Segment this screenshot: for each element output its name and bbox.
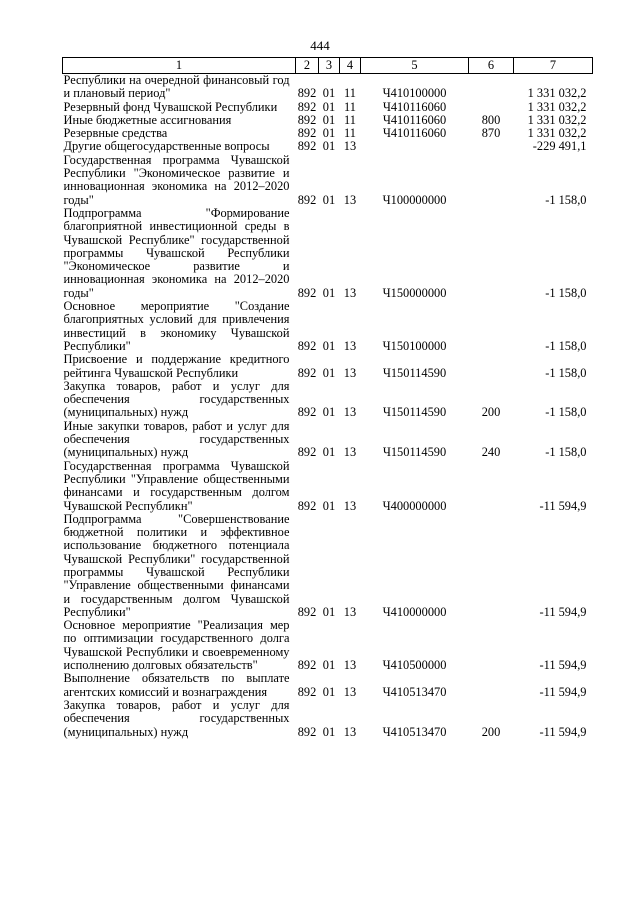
row-subsection: 13 xyxy=(343,498,357,513)
row-name: Подпрограмма "Совершенствование бюджетной политики и эффективное использование бюджетного потенциала Чувашской Республики" государственной программы Чувашской Республики "Управление общественными финансами и государственным долгом Чувашской Республики" xyxy=(63,511,290,619)
row-name: Резервные средства xyxy=(63,126,168,141)
row-expense-type xyxy=(469,353,514,380)
table-row xyxy=(63,513,593,619)
row-code: 892 xyxy=(297,139,317,154)
table-row xyxy=(63,672,593,699)
page-number: 444 xyxy=(310,38,330,53)
row-subsection: 13 xyxy=(343,192,357,207)
row-expense-type xyxy=(469,207,514,300)
row-expense-type xyxy=(469,140,514,153)
row-amount: -11 594,9 xyxy=(539,724,587,739)
row-section: 01 xyxy=(322,658,336,673)
row-name: Иные бюджетные ассигнования xyxy=(63,112,232,127)
row-expense-type xyxy=(469,300,514,353)
row-target: Ч410100000 xyxy=(382,86,447,101)
column-header: 7 xyxy=(514,58,593,74)
row-target: Ч150114590 xyxy=(382,445,447,460)
row-section: 01 xyxy=(322,498,336,513)
row-section: 01 xyxy=(322,192,336,207)
row-section: 01 xyxy=(322,338,336,353)
row-code: 892 xyxy=(297,445,317,460)
table-row xyxy=(63,140,593,153)
table-row xyxy=(63,74,593,101)
row-section: 01 xyxy=(322,724,336,739)
row-expense-type: 240 xyxy=(481,445,501,460)
row-target: Ч410000000 xyxy=(382,604,447,619)
row-subsection: 13 xyxy=(343,338,357,353)
column-header: 5 xyxy=(361,58,469,74)
table-row xyxy=(63,127,593,140)
row-expense-type: 200 xyxy=(481,724,501,739)
row-expense-type: 800 xyxy=(481,112,501,127)
row-subsection: 13 xyxy=(343,724,357,739)
row-name: Подпрограмма "Формирование благоприятной инвестиционной среды в Чувашской Республике" государственной программы Чувашской Республики "Экономическое развитие и инновационная экономика на 2012–2020 годы" xyxy=(63,205,290,300)
row-code: 892 xyxy=(297,285,317,300)
column-header: 3 xyxy=(319,58,340,74)
row-target: Ч410116060 xyxy=(382,112,447,127)
row-amount: -229 491,1 xyxy=(532,139,587,154)
row-subsection: 13 xyxy=(343,658,357,673)
row-section: 01 xyxy=(322,604,336,619)
row-subsection: 11 xyxy=(344,99,356,114)
row-subsection: 11 xyxy=(344,112,356,127)
row-target: Ч150100000 xyxy=(382,338,447,353)
row-section: 01 xyxy=(322,86,336,101)
row-name: Выполнение обязательств по выплате агентских комиссий и вознаграждения xyxy=(63,671,290,699)
row-subsection: 11 xyxy=(344,86,356,101)
row-amount: -11 594,9 xyxy=(539,604,587,619)
budget-table xyxy=(62,57,593,739)
row-name: Резервный фонд Чувашской Республики xyxy=(63,99,278,114)
row-target xyxy=(361,140,469,153)
row-section: 01 xyxy=(322,139,336,154)
table-row xyxy=(63,380,593,420)
row-amount: 1 331 032,2 xyxy=(527,99,587,114)
table-row xyxy=(63,114,593,127)
row-code: 892 xyxy=(297,498,317,513)
row-section: 01 xyxy=(322,99,336,114)
row-section: 01 xyxy=(322,365,336,380)
table-row xyxy=(63,699,593,739)
row-code: 892 xyxy=(297,338,317,353)
row-target: Ч410500000 xyxy=(382,658,447,673)
table-row xyxy=(63,207,593,300)
row-name: Основное мероприятие "Реализация мер по оптимизации государственного долга Чувашской Республики и своевременному исполнению долговых обязательств" xyxy=(63,618,290,673)
row-amount: 1 331 032,2 xyxy=(527,86,587,101)
row-expense-type xyxy=(469,74,514,101)
column-header: 6 xyxy=(469,58,514,74)
row-expense-type xyxy=(469,460,514,513)
row-target: Ч410513470 xyxy=(382,684,447,699)
row-code: 892 xyxy=(297,724,317,739)
row-expense-type xyxy=(469,619,514,672)
row-code: 892 xyxy=(297,112,317,127)
row-subsection: 13 xyxy=(343,365,357,380)
row-subsection: 13 xyxy=(343,684,357,699)
row-expense-type xyxy=(469,672,514,699)
row-target: Ч410116060 xyxy=(382,99,447,114)
row-subsection: 11 xyxy=(344,126,356,141)
row-subsection: 13 xyxy=(343,445,357,460)
table-row xyxy=(63,460,593,513)
table-header-row xyxy=(63,58,593,74)
row-name: Государственная программа Чувашской Республики "Экономическое развитие и инновационная экономика на 2012–2020 годы" xyxy=(63,152,290,207)
row-amount: -1 158,0 xyxy=(545,445,587,460)
row-target: Ч410116060 xyxy=(382,126,447,141)
row-target: Ч150114590 xyxy=(382,365,447,380)
table-row xyxy=(63,300,593,353)
row-section: 01 xyxy=(322,285,336,300)
row-amount: -11 594,9 xyxy=(539,684,587,699)
row-target: Ч100000000 xyxy=(382,192,447,207)
row-code: 892 xyxy=(297,405,317,420)
row-expense-type xyxy=(469,101,514,114)
row-name: Другие общегосударственные вопросы xyxy=(63,139,270,154)
table-row xyxy=(63,420,593,460)
table-row xyxy=(63,154,593,207)
row-target: Ч150114590 xyxy=(382,405,447,420)
row-code: 892 xyxy=(297,365,317,380)
table-row xyxy=(63,101,593,114)
row-name: Присвоение и поддержание кредитного рейтинга Чувашской Республики xyxy=(63,352,290,380)
row-name: Иные закупки товаров, работ и услуг для обеспечения государственных (муниципальных) нужд xyxy=(63,418,290,460)
row-section: 01 xyxy=(322,684,336,699)
row-name: Закупка товаров, работ и услуг для обеспечения государственных (муниципальных) нужд xyxy=(63,697,290,739)
row-amount: -1 158,0 xyxy=(545,192,587,207)
row-code: 892 xyxy=(297,99,317,114)
row-subsection: 13 xyxy=(343,139,357,154)
row-expense-type: 200 xyxy=(481,405,501,420)
row-code: 892 xyxy=(297,604,317,619)
row-expense-type xyxy=(469,513,514,619)
row-name: Основное мероприятие "Создание благоприятных условий для привлечения инвестиций в экономику Чувашской Республики" xyxy=(63,299,290,353)
row-amount: -1 158,0 xyxy=(545,365,587,380)
row-amount: 1 331 032,2 xyxy=(527,112,587,127)
row-name: Закупка товаров, работ и услуг для обеспечения государственных (муниципальных) нужд xyxy=(63,378,290,420)
row-target: Ч410513470 xyxy=(382,724,447,739)
row-subsection: 13 xyxy=(343,285,357,300)
row-amount: -1 158,0 xyxy=(545,285,587,300)
row-amount: 1 331 032,2 xyxy=(527,126,587,141)
row-target: Ч400000000 xyxy=(382,498,447,513)
row-amount: -11 594,9 xyxy=(539,658,587,673)
row-amount: -1 158,0 xyxy=(545,405,587,420)
table-row xyxy=(63,619,593,672)
row-subsection: 13 xyxy=(343,604,357,619)
row-code: 892 xyxy=(297,684,317,699)
row-code: 892 xyxy=(297,658,317,673)
row-amount: -11 594,9 xyxy=(539,498,587,513)
column-header: 2 xyxy=(296,58,319,74)
row-amount: -1 158,0 xyxy=(545,338,587,353)
row-expense-type xyxy=(469,154,514,207)
row-section: 01 xyxy=(322,405,336,420)
column-header: 4 xyxy=(340,58,361,74)
row-section: 01 xyxy=(322,112,336,127)
row-expense-type: 870 xyxy=(481,126,501,141)
row-section: 01 xyxy=(322,126,336,141)
row-subsection: 13 xyxy=(343,405,357,420)
row-code: 892 xyxy=(297,86,317,101)
column-header: 1 xyxy=(63,58,296,74)
table-row xyxy=(63,353,593,380)
row-section: 01 xyxy=(322,445,336,460)
row-name: Республики на очередной финансовый год и плановый период" xyxy=(63,73,290,101)
row-name: Государственная программа Чувашской Республики "Управление общественными финансами и государственным долгом Чувашской Республикн" xyxy=(63,458,290,513)
row-code: 892 xyxy=(297,126,317,141)
row-target: Ч150000000 xyxy=(382,285,447,300)
row-code: 892 xyxy=(297,192,317,207)
